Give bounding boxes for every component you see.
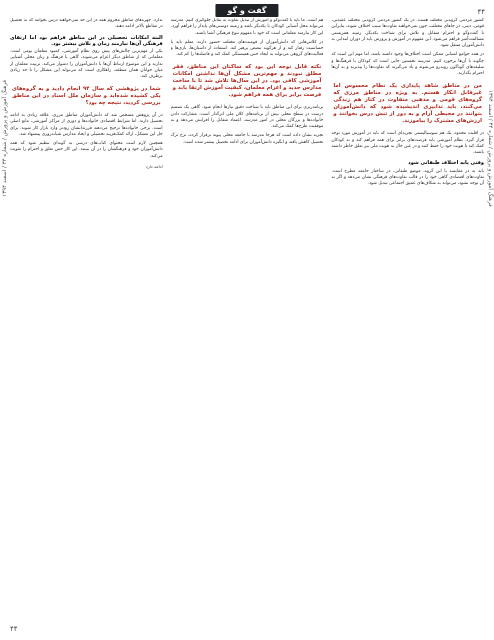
header-bar: گفت و گو [215, 4, 278, 17]
pull-quote: من در مناطق شاهد پایداری یک نظام محسوس اما غیرقابل انکار هستم. به ویژه در مناطق مرزی که گروه‌های قومی و مذهبی متفاوت در کنار هم زندگی می‌کنند، باید تدابیری اندیشیده شود که دانش‌آموزان بتوانند در محیطی آرام و به دور از تنش درس بخوانند و ارزش‌های مشترک را بیاموزند. [333, 82, 482, 125]
column-right [331, 18, 484, 625]
paragraph: در همه جوامع انسانی ممکن است اختلاف‌ها وجود داشته باشد، اما مهم این است که چگونه با آن‌ها برخورد کنیم. مدرسه نخستین جایی است که کودکان با فرهنگ‌ها و سلیقه‌های گوناگون روبه‌رو می‌شوند و یاد می‌گیرند که تفاوت‌ها را بپذیرند و به آن‌ها احترام بگذارند. [331, 52, 484, 77]
section-subhead: وقتی پایه اختلاف طبقاتی شود [408, 160, 484, 167]
paragraph: یکی از مهم‌ترین چالش‌های پیش روی نظام آموزشی، کمبود معلمان بومی است. معلمانی که از مناطق دیگر اعزام می‌شوند، گاهی با فرهنگ و زبان محلی آشنایی ندارند و این موضوع ارتباط آن‌ها با دانش‌آموزان را دشوار می‌کند. تربیت معلمان از میان جوانان همان منطقه، راهکاری است که می‌تواند این مشکل را تا حد زیادی برطرف کند. [9, 49, 163, 80]
paragraph: تجربه نشان داده است که هرجا مدرسه با جامعه محلی پیوند برقرار کرده، نرخ ترک تحصیل کاهش یافته و انگیزه دانش‌آموزان برای ادامه تحصیل بیشتر شده است. [170, 133, 324, 145]
pull-quote: شما در پژوهشی که سال ۹۴ انجام دادید و به گروه‌های یکی کشیده شده‌اید و سازمان ملل اسناد در این مناطق بررسی کردید، نتیجه چه بود؟ [11, 85, 161, 106]
paragraph: همچنین لازم است محتوای کتاب‌های درسی به گونه‌ای تنظیم شود که همه دانش‌آموزان خود و فرهنگشان را در آن ببینند. این کار حس تعلق و احترام را تقویت می‌کند. [9, 141, 163, 159]
end-note: ادامه دارد [145, 164, 163, 170]
paragraph: ندارد. چهره‌های مناطق محروم همه در این حد نمی‌خواهند درس بخوانند که به تحصیل در مقاطع بالاتر ادامه دهند. [9, 18, 163, 30]
paragraph: باید به در مقایسه با این گروه، موضع طبقاتی، در ساختار جامعه مطرح است. تفاوت‌های اقتصادی گاهی خود را در قالب تفاوت‌های فرهنگی نشان می‌دهد و اگر به آن توجه نشود، می‌تواند به شکاف‌های عمیق اجتماعی تبدیل شود. [331, 168, 484, 187]
pull-quote: نکته قابل توجه این بود که ساکنان این مناطق، فقر مطلق نبودند و مهم‌ترین مشکل آن‌ها نداشتن امکانات آموزشی کافی بود. در این سال‌ها تلاش شد تا با ساخت مدارس جدید و اعزام معلمان، کیفیت آموزش ارتقا یابد و فرصت برابر برای همه فراهم شود. [172, 63, 322, 99]
paragraph: برنامه‌ریزی برای این مناطق باید با شناخت دقیق نیازها انجام شود. گاهی یک تصمیم درست در سطح محلی بیش از برنامه‌های کلان ملی اثرگذار است. مشارکت دادن خانواده‌ها و بزرگان محلی در امور مدرسه، اعتماد متقابل را افزایش می‌دهد و به موفقیت طرح‌ها کمک می‌کند. [170, 105, 324, 130]
paragraph: در کلاس‌هایی که دانش‌آموزان از قومیت‌های مختلف حضور دارند، معلم باید با حساسیت رفتار کند و از هرگونه تبعیض پرهیز کند. استفاده از داستان‌ها، بازی‌ها و فعالیت‌های گروهی می‌تواند به ایجاد حس همبستگی کمک کند و فاصله‌ها را کم کند. [170, 39, 324, 58]
column-middle [171, 18, 324, 625]
paragraph: در آن پژوهش مشخص شد که دانش‌آموزان مناطق مرزی، علاقه زیادی به ادامه تحصیل دارند، اما شرایط اقتصادی خانواده‌ها و دوری از مراکز آموزشی، مانع اصلی است. برخی خانواده‌ها ترجیح می‌دهند فرزندانشان زودتر وارد بازار کار شوند. برای حل این مشکل، ارائه کمک‌هزینه تحصیلی و ایجاد مدارس شبانه‌روزی پیشنهاد شد. [9, 112, 163, 137]
article-columns [10, 18, 484, 625]
column-left [10, 18, 163, 625]
paragraph: هم است. ما باید با گفت‌وگو و آموزش از تبدیل تفاوت به تقابل جلوگیری کنیم. مدرسه می‌تواند محل آشنایی کودکان با یکدیگر باشد و زمینه دوستی‌های پایدار را فراهم آورد. این کار نیازمند معلمانی است که خود با مفهوم تنوع فرهنگی آشنا باشند. [170, 18, 324, 36]
side-label-left: فرهنگ آموزش و پرورش / شماره ۳۴ / اسفند ۱۳۹۴ [2, 80, 8, 197]
paragraph: در اقلیت محدود، یک هم‌ سوسیالیستی تجربه‌ای است که باید در آموزش مورد توجه قرار گیرد. نظام آموزشی باید فرصت‌های برابر برای همه فراهم کند و به کودکان کمک کند تا هویت خود را حفظ کنند و در عین حال به هویت ملی نیز تعلق خاطر داشته باشند. [331, 131, 484, 156]
page-number-top: ۴۴ [477, 8, 485, 16]
side-label-right: فرهنگ آموزش و پرورش / شماره ۳۴ / اسفند ۱۳۹۴ [487, 90, 493, 207]
page-number-bottom: ۴۴ [10, 625, 18, 633]
paragraph: کشور مردمی گروه‌بی مختلف هست. در یک کشور مردمی گروه‌بی مختلف عقیدتی، قومی، دینی، در جاهای مختلف، چون نمی‌خواهند تفاوت‌ها سبب اختلاف شوند، بنابراین با گفت‌وگو و احترام متقابل و تلاش برای شناخت یکدیگر، زمینه همزیستی مسالمت‌آمیز فراهم می‌شود. این مفهوم در آموزش و پرورش باید از دوران ابتدایی به دانش‌آموزان منتقل شود. [331, 18, 484, 49]
section-subhead: البته امکانات تحصیلی در این مناطق فراهم بود اما ارتقای فرهنگی آن‌ها نیازمند زمان و تلاش بیشتر بود. [9, 34, 163, 47]
